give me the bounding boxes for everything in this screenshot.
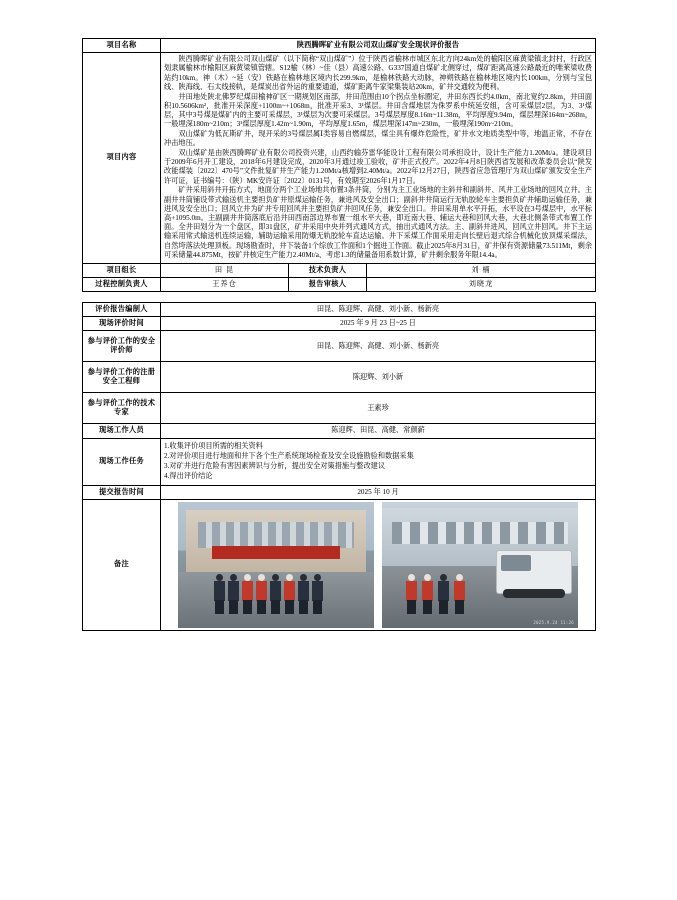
task-item: 4.得出评价结论	[164, 472, 213, 481]
task-item: 3.对矿井进行危险有害因素辨识与分析，提出安全对策措施与整改建议	[164, 462, 386, 471]
table-row-safety-engineers	[83, 331, 596, 362]
report-reviewer-value: 刘晓龙	[367, 277, 596, 291]
project-leader-value: 田 昆	[161, 263, 289, 277]
project-content-label: 项目内容	[83, 53, 161, 263]
person-figure	[256, 574, 267, 614]
task-item: 2.对评价项目进行地面和井下各个生产系统现场检查及安全设施勘验和数据采集	[164, 451, 414, 460]
table-row-report-authors	[83, 302, 596, 316]
table-row-onsite-tasks	[83, 438, 596, 485]
report-reviewer-label: 报告审核人	[289, 277, 367, 291]
tech-lead-value: 刘 楠	[367, 263, 596, 277]
onsite-tasks-label: 现场工作任务	[83, 438, 161, 485]
content-paragraph: 矿井采用斜井开拓方式，地面分两个工业场地共布置3条井筒，分别为主工业场地的主斜井和副斜井、风井工业场地的回风立井。主副井井筒铺设带式输送机主要担负矿井原煤运输任务，兼进风及安全出口；副斜井井筒运行无轨胶轮车主要担负矿井辅助运输任务，兼进风及安全出口；回风立井为矿井专用回风井主要担负矿井回风任务，兼安全出口。井田采用单水平开拓，水平设在3号煤层中，水平标高+1095.0m。主副副井井筒落底后沿井田西南部边界布置一组水平大巷，即近南大巷、辅运大巷和回风大巷，大巷北侧条带式布置工作面。全井田划分为一个盘区，即31盘区，矿井采用中央并列式通风方式，抽出式通风方法。主、副斜井进风，回风立井回风。井下主运输采用常式输送机连续运输，辅助运输采用防爆无轨胶轮车直达运输。井下采煤工作面采用走向长壁后退式综合机械化放顶煤采煤法，自然垮落法处理顶板。现场勘查时，井下装备1个综放工作面和1个掘进工作面。截止2025年8月31日，矿井保有资源储量73.511Mt，剩余可采储量44.875Mt，按矿井核定生产能力2.40Mt/a、考虑1.3的储量备用系数计算，矿井剩余服务年限14.4a。	[164, 186, 593, 259]
table-row-remark	[83, 499, 596, 630]
table-row-project-name	[83, 39, 596, 53]
evaluation-personnel-table	[82, 302, 596, 631]
remark-label: 备注	[83, 499, 161, 630]
table-row-onsite-staff	[83, 424, 596, 438]
remark-photos	[161, 499, 596, 630]
person-figure	[214, 574, 225, 614]
person-figure	[298, 574, 309, 614]
site-photo-vehicle	[382, 502, 578, 628]
person-figure	[242, 574, 253, 614]
project-name-label: 项目名称	[83, 39, 161, 53]
table-row-project-content	[83, 53, 596, 263]
table-row-onsite-time	[83, 317, 596, 331]
task-item: 1.收集评价项目所需的相关资料	[164, 441, 263, 450]
submit-time-value: 2025 年 10 月	[161, 485, 596, 499]
person-figure	[454, 574, 465, 614]
onsite-time-label: 现场评价时间	[83, 317, 161, 331]
onsite-staff-label: 现场工作人员	[83, 424, 161, 438]
content-paragraph: 双山煤矿是由陕西腾晖矿业有限公司投资兴建，山西约输芬雷华能设计工程有限公司承担设计，设计生产能力1.20Mt/a。建设项目于2009年6月开工建设，2018年6月建设完成，2020年3月通过竣工验收，矿井正式投产。2022年4月8日陕西省发展和改革委员会以“陕发改能煤装〔2022〕470号”文件批复矿井生产能力1.20Mt/a核增到2.40Mt/a。2022年12月27日，陕西省应急管理厅为双山煤矿颁发安全生产许可证，证书编号：（陕）MK安许证〔2022〕0131号，有效期至2026年1月17日。	[164, 148, 593, 185]
photo-timestamp: 2025.9.24 11:26	[533, 619, 574, 625]
person-figure	[312, 574, 323, 614]
tech-lead-label: 技术负责人	[289, 263, 367, 277]
technical-experts-value: 王素珍	[161, 393, 596, 424]
site-photo-group	[178, 502, 374, 628]
registered-engineers-label: 参与评价工作的注册安全工程师	[83, 362, 161, 393]
table-row-technical-experts	[83, 393, 596, 424]
table-row-leader	[83, 263, 596, 277]
safety-engineers-label: 参与评价工作的安全评价师	[83, 331, 161, 362]
table-row-registered-engineers	[83, 362, 596, 393]
person-figure	[422, 574, 433, 614]
table-row-submit-time	[83, 485, 596, 499]
project-leader-label: 项目组长	[83, 263, 161, 277]
person-figure	[270, 574, 281, 614]
process-control-value: 王养仓	[161, 277, 289, 291]
person-figure	[438, 574, 449, 614]
person-figure	[406, 574, 417, 614]
process-control-label: 过程控制负责人	[83, 277, 161, 291]
content-paragraph: 陕西腾晖矿业有限公司双山煤矿（以下简称“双山煤矿”）位于陕西省榆林市城区东北方向24km处的榆阳区麻黄梁镇北封村，行政区划隶属榆林市榆阳区麻黄梁镇管辖。S12榆（林）~佳（县）高速公路、G337国道自煤矿北侧穿过，煤矿距离高速公路最近的唯莱梁收费站约10km。神（木）~延（安）铁路在榆林地区境内长299.9km，是榆林铁路大动脉，神朔铁路在榆林地区境内长100km，分别与宝包线、陕海线、石太线接轨，是煤炭出省外运的重要通道，煤矿距离牛家梁集装站20km，矿井交通较为便利。	[164, 55, 593, 91]
safety-engineers-value: 田昆、陈迎辉、高健、刘小新、杨新亮	[161, 331, 596, 362]
onsite-staff-value: 陈迎辉、田昆、高健、常颜薪	[161, 424, 596, 438]
content-paragraph: 双山煤矿为低瓦斯矿井，现开采的3号煤层属Ⅰ类容易自燃煤层，煤尘具有爆炸危险性，矿井水文地质类型中等，地温正常，不存在冲击地压。	[164, 129, 593, 148]
technical-experts-label: 参与评价工作的技术专家	[83, 393, 161, 424]
person-figure	[228, 574, 239, 614]
content-paragraph: 井田地处陕北佛罗纪煤田榆神矿区一期规划区南部，井田范围由10个拐点坐标圈定，井田东西长约4.0km，南北宽约2.8km，井田面积10.5606km²，批准开采深度+1100m~+1068m，批准开采3、3¹煤层。井田含煤地层为侏罗系中统延安组，含可采煤层2层，为3、3¹煤层，其中3号煤是煤矿内的主要可采煤层，3¹煤层为次要可采煤层。3号煤层厚度8.16m~11.38m，平均厚度9.94m，煤层埋深164m~268m，一般埋深180m~210m；3¹煤层厚度1.42m~1.90m，平均厚度1.65m，煤层埋深147m~230m，一般埋深190m~210m。	[164, 92, 593, 129]
building-facade	[186, 510, 366, 575]
vehicle-shape	[496, 550, 572, 594]
person-figure	[284, 574, 295, 614]
project-content-value	[161, 53, 596, 263]
registered-engineers-value: 陈迎辉、刘小新	[161, 362, 596, 393]
project-name-value: 陕西腾晖矿业有限公司双山煤矿安全现状评价报告	[161, 39, 596, 53]
report-authors-value: 田昆、陈迎辉、高健、刘小新、杨新亮	[161, 302, 596, 316]
red-banner	[212, 546, 340, 559]
evaluation-report-table	[82, 38, 596, 292]
onsite-time-value: 2025 年 9 月 23 日~25 日	[161, 317, 596, 331]
submit-time-label: 提交报告时间	[83, 485, 161, 499]
table-row-process-control	[83, 277, 596, 291]
report-authors-label: 评价报告编制人	[83, 302, 161, 316]
onsite-tasks-value	[161, 438, 596, 485]
